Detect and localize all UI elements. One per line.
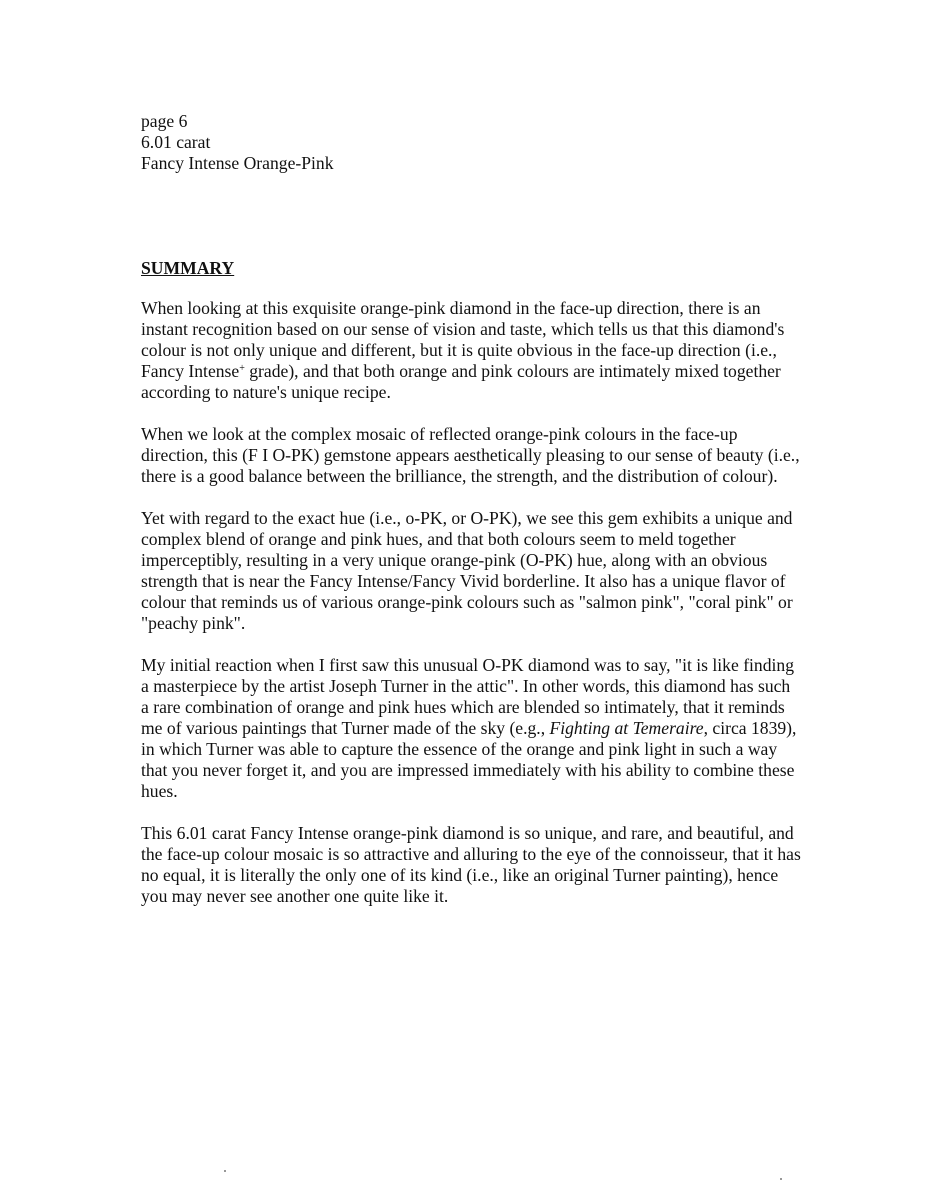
summary-heading: SUMMARY	[141, 258, 235, 278]
summary-paragraph-3: Yet with regard to the exact hue (i.e., o-PK, or O-PK), we see this gem exhibits a unique and complex blend of orange and pink hues, and that both colours seem to meld together imperceptibly, resulting in a very unique orange-pink (O-PK) hue, along with an obvious strength that is near the Fancy Intense/Fancy Vivid borderline. It also has a unique flavor of colour that reminds us of various orange-pink colours such as "salmon pink", "coral pink" or "peachy pink".	[141, 508, 793, 633]
p4-text-b: , circa 1839), in which Turner was able to capture the essence of the orange and pink light in such a way that you never forget it, and you are impressed immediately with his ability to combine these hues.	[141, 718, 797, 801]
p1-text-b: grade), and that both orange and pink colours are intimately mixed together according to nature's unique recipe.	[141, 361, 781, 402]
summary-paragraph-5: This 6.01 carat Fancy Intense orange-pink diamond is so unique, and rare, and beautiful, and the face-up colour mosaic is so attractive and alluring to the eye of the connoisseur, that it has no equal, it is literally the only one of its kind (i.e., like an original Turner painting), hence you may never see another one quite like it.	[141, 823, 801, 906]
p1-superscript: +	[239, 363, 245, 374]
summary-paragraph-4	[141, 655, 801, 802]
summary-paragraph-2: When we look at the complex mosaic of reflected orange-pink colours in the face-up direction, this (F I O-PK) gemstone appears aesthetically pleasing to our sense of beauty (i.e., there is a good balance between the brilliance, the strength, and the distribution of colour).	[141, 424, 800, 486]
painting-title: Fighting at Temeraire	[549, 718, 704, 738]
scan-artifact-dot	[224, 1170, 226, 1172]
page-number: page 6	[141, 111, 188, 131]
scan-artifact-dot	[780, 1178, 782, 1180]
colour-grade: Fancy Intense Orange-Pink	[141, 153, 334, 173]
p1-text-a: When looking at this exquisite orange-pink diamond in the face-up direction, there is an instant recognition based on our sense of vision and taste, which tells us that this diamond's colour is not only unique and different, but it is quite obvious in the face-up direction (i.e., Fancy Intense	[141, 298, 785, 381]
page-content	[141, 111, 801, 928]
p4-text-a: My initial reaction when I first saw this unusual O-PK diamond was to say, "it is like finding a masterpiece by the artist Joseph Turner in the attic". In other words, this diamond has such a rare combination of orange and pink hues which are blended so intimately, that it reminds me of various paintings that Turner made of the sky (e.g.,	[141, 655, 795, 738]
carat-weight: 6.01 carat	[141, 132, 211, 152]
summary-paragraph-1	[141, 298, 801, 403]
